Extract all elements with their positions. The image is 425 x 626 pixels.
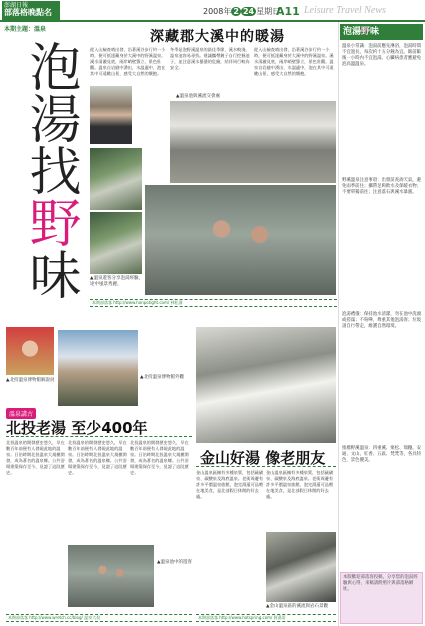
column-author: 本期主題：溫泉 <box>4 26 47 33</box>
trail-photo-2 <box>90 212 142 274</box>
vertical-title-highlight: 野 <box>20 196 80 248</box>
indoor-pool-photo <box>68 545 154 607</box>
story3-blog-url[interactable]: 本期部落客 http://www.hotspring.com/ 阿湯哥 <box>196 614 336 622</box>
sidebar-title-a: 泡湯 <box>343 27 362 37</box>
sidebar-submission-box: 本版歡迎部落客投稿，分享您的泡湯經驗與心得，來稿請附照片與部落格網址。 <box>340 572 423 624</box>
trail-photo-1 <box>90 148 142 210</box>
guide-portrait-photo <box>6 327 54 375</box>
story1-main-caption: ▲溫泉池與溪流交會處 <box>176 94 220 99</box>
river-canyon-photo <box>170 101 336 183</box>
blogger-portrait-photo <box>90 86 132 144</box>
sidebar-text-1: 溫泉小常識：泡湯前應先淋浴，泡湯時間不宜過長，每次約十五分鐘為宜。飯前飯後一小時內不宜泡湯。心臟病患者應避免泡高溫溫泉。 <box>342 44 422 67</box>
story2-body-col2: 北投溫泉的開發歷史悠久，早在數百年前便有人發現此地的溫泉。日治時期北投溫泉大規模開發，成為著名的溫泉鄉。公共浴場建築保存至今，見證了這段歷史。 <box>68 440 127 475</box>
hot-spring-museum-photo <box>58 330 138 406</box>
sidebar-text-4: 推薦野溪溫泉：四重溪、栗松、瑞穗、安通、文山、紅香、五區、梵梵等，各具特色，景色優美。 <box>342 446 422 463</box>
date-day: 24 <box>242 7 255 16</box>
story2-photo-caption: ▲北投溫泉博物館外觀 <box>140 375 184 380</box>
story2-headline: 北投老湯 至少400年 <box>6 419 148 437</box>
waterfall-photo <box>196 327 336 443</box>
story2-section-tag: 溫泉講古 <box>6 408 36 419</box>
brand-box <box>2 1 60 20</box>
vertical-title-b: 味 <box>20 248 80 300</box>
story3-headline: 金山好湯 像老朋友 <box>200 449 326 467</box>
sidebar-text-3: 泡湯禮儀：保持池水清潔，勿在池中洗頭或搓澡；不喧嘩，尊重其他泡湯客；垃圾請自行帶走，維護自然環境。 <box>342 312 422 329</box>
brand-line2: 部落格晚點名 <box>4 8 52 17</box>
story1-side-caption: ▲溫泉遊客分享泡湯經驗，途中風景秀麗。 <box>90 276 143 287</box>
stream-rocks-photo <box>266 532 336 602</box>
story2-body-col3: 北投溫泉的開發歷史悠久，早在數百年前便有人發現此地的溫泉。日治時期北投溫泉大規模開發，成為著名的溫泉鄉。公共浴場建築保存至今，見證了這段歷史。 <box>130 440 189 475</box>
story1-body-col1: 從入山檢查哨出發，沿著溪谷步行約一小時，便可抵達藏身於大溪中的野溪溫泉。溪水清澈見底，兩岸峭壁聳立，景色壯觀。溫泉自岩縫中湧出，水溫適中，泡在其中可遠眺山景，感受大自然的懷抱。 <box>90 47 166 76</box>
brand-line1: 澎湖日報 <box>4 2 29 9</box>
story3-caption: ▲金山溫泉區的溪流與岩石景觀 <box>266 604 328 609</box>
story1-body-col2: 冬季是泡野溪溫泉的最佳季節，溪水較淺，溫泉池容易尋找。建議攜帶鏟子自行挖掘池子，並注意溪水暴漲的危險，結伴同行較為安全。 <box>170 47 250 70</box>
date-suffix: 星期日 <box>256 7 281 16</box>
sidebar-text-2: 野溪溫泉注意事項：出發前查詢天氣，避免雨季前往；攜帶足夠飲水及保暖衣物；不要單獨前往；注意落石與溪水暴漲。 <box>342 178 422 195</box>
story2-divider <box>6 436 192 437</box>
vertical-title-a: 泡湯找 <box>20 40 80 196</box>
story2-person-caption: ▲北投溫泉博物館解說員 <box>6 378 55 383</box>
story3-divider <box>196 466 336 467</box>
issue-date <box>203 6 280 17</box>
bathers-photo <box>145 185 336 295</box>
story2-pool-caption: ▲溫泉池中的遊客 <box>157 560 192 565</box>
sidebar-title <box>340 24 423 40</box>
date-month: 2 <box>233 7 239 16</box>
page-section-name: Leisure Travel News <box>304 5 386 16</box>
vertical-column-title <box>6 40 80 300</box>
story2-blog-url[interactable]: 本期部落客 http://www.wretch.cc/blog/ 溫泉大叔 <box>6 614 192 622</box>
story1-headline: 深藏郡大溪中的暖湯 <box>150 29 285 45</box>
date-prefix: 2008年 <box>203 7 232 16</box>
sidebar-title-highlight: 野 <box>361 27 371 37</box>
story2-body-col1: 北投溫泉的開發歷史悠久，早在數百年前便有人發現此地的溫泉。日治時期北投溫泉大規模開發，成為著名的溫泉鄉。公共浴場建築保存至今，見證了這段歷史。 <box>6 440 65 475</box>
story3-body-col2: 金山溫泉區擁有多種泉質，包括硫磺泉、碳酸泉及海底溫泉。老街周邊有許多平價溫泉旅館，泡完湯還可品嚐在地美食，是北部假日休閒的好去處。 <box>266 470 334 499</box>
story1-blog-url[interactable]: 本期部落客 http://www.honpotight.com/ 林松濤 <box>90 299 337 307</box>
story1-body-col3: 從入山檢查哨出發，沿著溪谷步行約一小時，便可抵達藏身於大溪中的野溪溫泉。溪水清澈見底，兩岸峭壁聳立，景色壯觀。溫泉自岩縫中湧出，水溫適中，泡在其中可遠眺山景，感受大自然的懷抱。 <box>254 47 334 76</box>
story3-body-col1: 金山溫泉區擁有多種泉質，包括硫磺泉、碳酸泉及海底溫泉。老街周邊有許多平價溫泉旅館，泡完湯還可品嚐在地美食，是北部假日休閒的好去處。 <box>196 470 264 499</box>
page-number: A11 <box>276 5 300 18</box>
sidebar-title-b: 味 <box>370 27 380 37</box>
